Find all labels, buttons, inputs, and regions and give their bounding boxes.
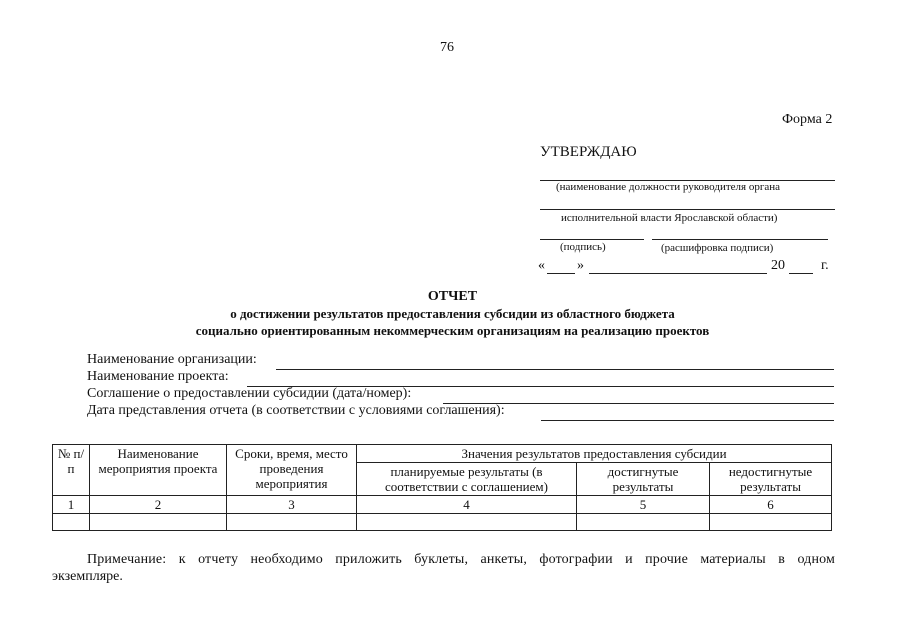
field-label-project: Наименование проекта: — [87, 369, 229, 384]
field-line-organization[interactable] — [276, 369, 834, 370]
table-header-row — [53, 445, 832, 463]
header-event: Наименование мероприятия проекта — [90, 445, 227, 496]
header-achieved: достигнутые результаты — [577, 463, 710, 496]
table-cell[interactable] — [53, 514, 90, 531]
authority-hint: исполнительной власти Ярославской области) — [561, 212, 778, 224]
year-suffix: г. — [821, 258, 829, 273]
signature-line — [540, 239, 644, 240]
field-label-organization: Наименование организации: — [87, 352, 257, 367]
field-label-report-date: Дата представления отчета (в соответствии с условиями соглашения): — [87, 403, 505, 418]
column-number-3: 3 — [227, 496, 357, 514]
position-hint: (наименование должности руководителя органа — [556, 181, 780, 193]
year-line — [789, 273, 813, 274]
month-line — [589, 273, 767, 274]
authority-line — [540, 209, 835, 210]
header-not-achieved: недостигнутые результаты — [710, 463, 832, 496]
table-cell[interactable] — [227, 514, 357, 531]
signature-hint: (подпись) — [560, 241, 606, 253]
header-number: № п/п — [53, 445, 90, 496]
header-planned: планируемые результаты (в соответствии с соглашением) — [357, 463, 577, 496]
column-number-6: 6 — [710, 496, 832, 514]
table-cell[interactable] — [90, 514, 227, 531]
column-number-5: 5 — [577, 496, 710, 514]
approval-title: УТВЕРЖДАЮ — [540, 144, 637, 160]
note-line2: экземпляре. — [52, 569, 123, 584]
day-line — [547, 273, 575, 274]
field-line-report-date[interactable] — [541, 420, 834, 421]
date-open-quote: « — [538, 258, 545, 273]
header-results-group: Значения результатов предоставления субсидии — [357, 445, 832, 463]
results-table — [52, 444, 832, 531]
header-timing: Сроки, время, место проведения мероприятия — [227, 445, 357, 496]
table-numbering-row — [53, 496, 832, 514]
page-number: 76 — [440, 40, 454, 55]
table-cell[interactable] — [577, 514, 710, 531]
decoding-line — [652, 239, 828, 240]
column-number-1: 1 — [53, 496, 90, 514]
field-label-agreement: Соглашение о предоставлении субсидии (дата/номер): — [87, 386, 412, 401]
note-line1: Примечание: к отчету необходимо приложить буклеты, анкеты, фотографии и прочие материалы в одном — [87, 552, 835, 567]
report-title: ОТЧЕТ — [427, 289, 478, 304]
report-subtitle-line2: социально ориентированным некоммерческим организациям на реализацию проектов — [195, 323, 710, 338]
decoding-hint: (расшифровка подписи) — [661, 242, 774, 254]
column-number-4: 4 — [357, 496, 577, 514]
form-label: Форма 2 — [782, 112, 833, 127]
report-subtitle-line1: о достижении результатов предоставления субсидии из областного бюджета — [230, 306, 675, 321]
date-close-quote: » — [577, 258, 584, 273]
year-prefix: 20 — [771, 258, 785, 273]
table-cell[interactable] — [357, 514, 577, 531]
table-cell[interactable] — [710, 514, 832, 531]
table-row — [53, 514, 832, 531]
column-number-2: 2 — [90, 496, 227, 514]
